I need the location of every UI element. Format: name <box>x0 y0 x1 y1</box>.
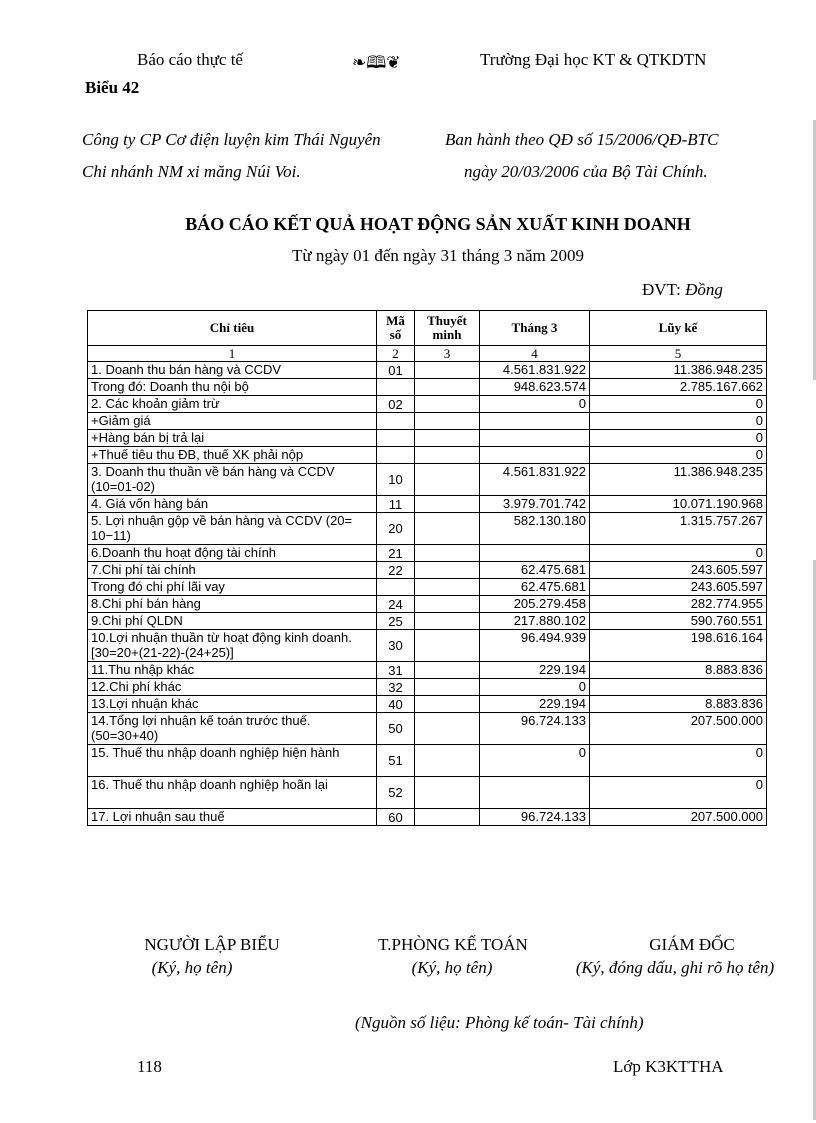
signature-note-accounting: (Ký, họ tên) <box>411 958 493 977</box>
table-row <box>88 630 767 662</box>
column-number: 2 <box>377 346 415 362</box>
row-note <box>415 630 480 662</box>
row-code: 02 <box>377 396 415 413</box>
row-code: 22 <box>377 562 415 579</box>
row-cumulative-value: 0 <box>590 545 767 562</box>
column-number: 4 <box>480 346 590 362</box>
row-code <box>377 447 415 464</box>
row-code: 32 <box>377 679 415 696</box>
row-month-value: 96.724.133 <box>480 809 590 826</box>
row-month-value: 0 <box>480 679 590 696</box>
row-note <box>415 579 480 596</box>
table-row <box>88 662 767 679</box>
row-code <box>377 379 415 396</box>
row-indicator: 15. Thuế thu nhập doanh nghiệp hiện hành <box>88 745 377 777</box>
regulation-line-2: ngày 20/03/2006 của Bộ Tài Chính. <box>464 162 708 181</box>
table-row <box>88 413 767 430</box>
table-row <box>88 362 767 379</box>
table-row <box>88 396 767 413</box>
class-label: Lớp K3KTTHA <box>613 1057 724 1076</box>
row-month-value: 96.494.939 <box>480 630 590 662</box>
table-row <box>88 513 767 545</box>
row-month-value: 62.475.681 <box>480 562 590 579</box>
signature-note-preparer: (Ký, họ tên) <box>151 958 233 977</box>
row-code: 20 <box>377 513 415 545</box>
row-code: 01 <box>377 362 415 379</box>
row-code: 40 <box>377 696 415 713</box>
row-indicator: 6.Doanh thu hoạt động tài chính <box>88 545 377 562</box>
row-note <box>415 430 480 447</box>
column-number: 1 <box>88 346 377 362</box>
column-number: 5 <box>590 346 767 362</box>
table-header-row <box>88 311 767 346</box>
row-code: 60 <box>377 809 415 826</box>
row-month-value: 3.979.701.742 <box>480 496 590 513</box>
row-cumulative-value: 11.386.948.235 <box>590 464 767 496</box>
row-note <box>415 496 480 513</box>
row-month-value: 96.724.133 <box>480 713 590 745</box>
unit <box>642 280 723 300</box>
column-number: 3 <box>415 346 480 362</box>
row-month-value <box>480 777 590 809</box>
row-code: 30 <box>377 630 415 662</box>
signature-role-preparer: NGƯỜI LẬP BIỂU <box>144 935 280 954</box>
row-cumulative-value: 0 <box>590 447 767 464</box>
row-month-value: 4.561.831.922 <box>480 362 590 379</box>
row-note <box>415 545 480 562</box>
row-code: 31 <box>377 662 415 679</box>
row-month-value: 4.561.831.922 <box>480 464 590 496</box>
table-row <box>88 430 767 447</box>
row-cumulative-value: 243.605.597 <box>590 562 767 579</box>
table-row <box>88 464 767 496</box>
table-row <box>88 777 767 809</box>
row-indicator: 17. Lợi nhuận sau thuế <box>88 809 377 826</box>
row-cumulative-value: 2.785.167.662 <box>590 379 767 396</box>
form-label: Biểu 42 <box>85 78 140 97</box>
row-note <box>415 713 480 745</box>
row-indicator: 16. Thuế thu nhập doanh nghiệp hoãn lại <box>88 777 377 809</box>
row-note <box>415 562 480 579</box>
row-note <box>415 745 480 777</box>
row-code: 10 <box>377 464 415 496</box>
row-code: 24 <box>377 596 415 613</box>
row-note <box>415 447 480 464</box>
row-code: 51 <box>377 745 415 777</box>
row-code <box>377 413 415 430</box>
header-code: Mã số <box>377 311 415 346</box>
header-note: Thuyết minh <box>415 311 480 346</box>
table-row <box>88 679 767 696</box>
row-indicator: 14.Tổng lợi nhuận kế toán trước thuế.(50=30+40) <box>88 713 377 745</box>
signature-role-accounting: T.PHÒNG KẾ TOÁN <box>378 935 528 954</box>
table-body <box>88 362 767 826</box>
column-number-row <box>88 346 767 362</box>
table-row <box>88 496 767 513</box>
row-cumulative-value: 282.774.955 <box>590 596 767 613</box>
row-month-value: 229.194 <box>480 696 590 713</box>
row-month-value: 217.880.102 <box>480 613 590 630</box>
row-indicator: Trong đó: Doanh thu nội bộ <box>88 379 377 396</box>
page-number: 118 <box>137 1057 162 1076</box>
row-cumulative-value: 10.071.190.968 <box>590 496 767 513</box>
row-code <box>377 430 415 447</box>
data-source: (Nguồn số liệu: Phòng kế toán- Tài chính) <box>355 1013 644 1032</box>
row-cumulative-value: 207.500.000 <box>590 713 767 745</box>
row-month-value: 948.623.574 <box>480 379 590 396</box>
table-row <box>88 596 767 613</box>
row-code: 52 <box>377 777 415 809</box>
row-indicator: 12.Chi phí khác <box>88 679 377 696</box>
row-cumulative-value: 207.500.000 <box>590 809 767 826</box>
row-cumulative-value: 0 <box>590 413 767 430</box>
row-indicator: 9.Chi phí QLDN <box>88 613 377 630</box>
row-note <box>415 379 480 396</box>
row-cumulative-value: 590.760.551 <box>590 613 767 630</box>
row-note <box>415 396 480 413</box>
regulation-line-1: Ban hành theo QĐ số 15/2006/QĐ-BTC <box>445 130 719 149</box>
row-cumulative-value: 0 <box>590 430 767 447</box>
header-month: Tháng 3 <box>480 311 590 346</box>
row-indicator: 2. Các khoản giảm trừ <box>88 396 377 413</box>
row-cumulative-value: 11.386.948.235 <box>590 362 767 379</box>
header-ornament-icon: ❧🕮❦ <box>352 53 401 72</box>
row-indicator: 7.Chi phí tài chính <box>88 562 377 579</box>
row-cumulative-value: 243.605.597 <box>590 579 767 596</box>
row-cumulative-value: 1.315.757.267 <box>590 513 767 545</box>
row-cumulative-value: 0 <box>590 777 767 809</box>
row-code: 50 <box>377 713 415 745</box>
header-left: Báo cáo thực tế <box>137 50 243 69</box>
row-cumulative-value: 0 <box>590 745 767 777</box>
row-indicator: 8.Chi phí bán hàng <box>88 596 377 613</box>
table-row <box>88 613 767 630</box>
row-note <box>415 777 480 809</box>
row-month-value <box>480 413 590 430</box>
table-row <box>88 809 767 826</box>
table-row <box>88 447 767 464</box>
row-code: 21 <box>377 545 415 562</box>
table-row <box>88 745 767 777</box>
table-row <box>88 696 767 713</box>
row-code <box>377 579 415 596</box>
row-indicator: +Giảm giá <box>88 413 377 430</box>
row-month-value <box>480 430 590 447</box>
report-title: BÁO CÁO KẾT QUẢ HOẠT ĐỘNG SẢN XUẤT KINH DOANH <box>185 214 691 234</box>
row-month-value: 582.130.180 <box>480 513 590 545</box>
row-note <box>415 596 480 613</box>
table-row <box>88 713 767 745</box>
company-line-1: Công ty CP Cơ điện luyện kim Thái Nguyên <box>82 130 381 149</box>
row-indicator: 10.Lợi nhuận thuần từ hoạt động kinh doanh.[30=20+(21-22)-(24+25)] <box>88 630 377 662</box>
company-line-2: Chi nhánh NM xi măng Núi Voi. <box>82 162 301 181</box>
row-note <box>415 413 480 430</box>
header-cumulative: Lũy kế <box>590 311 767 346</box>
row-cumulative-value: 0 <box>590 396 767 413</box>
row-month-value <box>480 447 590 464</box>
row-note <box>415 613 480 630</box>
signature-note-director: (Ký, đóng dấu, ghi rõ họ tên) <box>575 958 775 977</box>
row-month-value: 205.279.458 <box>480 596 590 613</box>
row-indicator: +Hàng bán bị trả lại <box>88 430 377 447</box>
unit-value: Đồng <box>685 280 723 299</box>
row-cumulative-value: 198.616.164 <box>590 630 767 662</box>
table-row <box>88 379 767 396</box>
row-indicator: 4. Giá vốn hàng bán <box>88 496 377 513</box>
row-indicator: Trong đó chi phí lãi vay <box>88 579 377 596</box>
row-indicator: +Thuế tiêu thu ĐB, thuế XK phải nộp <box>88 447 377 464</box>
row-note <box>415 464 480 496</box>
header-right: Trường Đại học KT & QTKDTN <box>480 50 707 69</box>
report-period: Từ ngày 01 đến ngày 31 tháng 3 năm 2009 <box>291 246 585 265</box>
row-month-value: 0 <box>480 745 590 777</box>
row-note <box>415 513 480 545</box>
row-indicator: 3. Doanh thu thuần về bán hàng và CCDV (10=01-02) <box>88 464 377 496</box>
signature-role-director: GIÁM ĐỐC <box>649 935 735 954</box>
row-month-value: 229.194 <box>480 662 590 679</box>
row-indicator: 11.Thu nhập khác <box>88 662 377 679</box>
header-indicator: Chỉ tiêu <box>88 311 377 346</box>
unit-label: ĐVT: <box>642 280 681 299</box>
row-indicator: 5. Lợi nhuận gộp về bán hàng và CCDV (20= 10−11) <box>88 513 377 545</box>
row-cumulative-value <box>590 679 767 696</box>
row-code: 11 <box>377 496 415 513</box>
table-row <box>88 545 767 562</box>
row-code: 25 <box>377 613 415 630</box>
table-row <box>88 579 767 596</box>
row-month-value: 0 <box>480 396 590 413</box>
row-note <box>415 696 480 713</box>
row-month-value: 62.475.681 <box>480 579 590 596</box>
row-note <box>415 662 480 679</box>
row-cumulative-value: 8.883.836 <box>590 696 767 713</box>
table-row <box>88 562 767 579</box>
row-indicator: 1. Doanh thu bán hàng và CCDV <box>88 362 377 379</box>
row-month-value <box>480 545 590 562</box>
row-cumulative-value: 8.883.836 <box>590 662 767 679</box>
row-note <box>415 679 480 696</box>
row-indicator: 13.Lợi nhuận khác <box>88 696 377 713</box>
row-note <box>415 809 480 826</box>
row-note <box>415 362 480 379</box>
income-statement-table <box>87 310 767 826</box>
